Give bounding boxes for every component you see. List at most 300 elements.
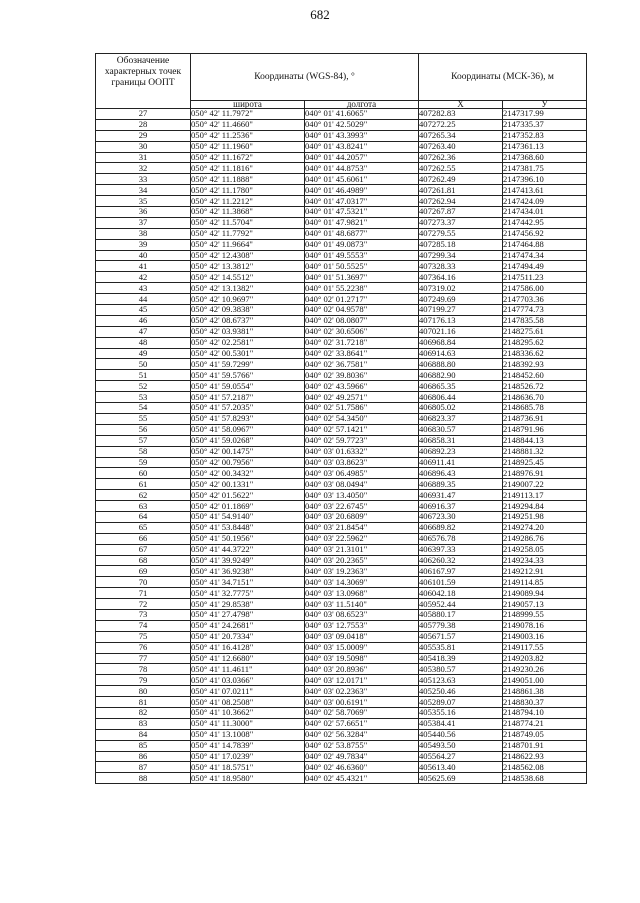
table-row bbox=[96, 152, 587, 163]
table-row bbox=[96, 217, 587, 228]
latitude-cell: 050° 42' 13.1382" bbox=[191, 283, 305, 294]
table-row bbox=[96, 207, 587, 218]
x-cell: 405355.16 bbox=[419, 707, 503, 718]
point-number: 61 bbox=[96, 479, 191, 490]
point-number: 72 bbox=[96, 599, 191, 610]
longitude-cell: 040° 01' 47.5321" bbox=[305, 207, 419, 218]
latitude-cell: 050° 41' 50.1956" bbox=[191, 533, 305, 544]
y-cell: 2148881.32 bbox=[503, 446, 587, 457]
x-cell: 405952.44 bbox=[419, 599, 503, 610]
y-cell: 2149078.16 bbox=[503, 620, 587, 631]
latitude-cell: 050° 42' 00.5301" bbox=[191, 348, 305, 359]
latitude-cell: 050° 42' 01.1869" bbox=[191, 501, 305, 512]
y-cell: 2148685.78 bbox=[503, 403, 587, 414]
y-cell: 2148526.72 bbox=[503, 381, 587, 392]
x-cell: 406968.84 bbox=[419, 337, 503, 348]
y-cell: 2147474.34 bbox=[503, 250, 587, 261]
y-cell: 2148736.91 bbox=[503, 413, 587, 424]
x-cell: 405418.39 bbox=[419, 653, 503, 664]
x-cell: 406397.33 bbox=[419, 544, 503, 555]
x-cell: 406914.63 bbox=[419, 348, 503, 359]
header-latitude: широта bbox=[191, 101, 305, 109]
y-cell: 2147442.95 bbox=[503, 217, 587, 228]
point-number: 54 bbox=[96, 403, 191, 414]
point-number: 62 bbox=[96, 490, 191, 501]
y-cell: 2149294.84 bbox=[503, 501, 587, 512]
longitude-cell: 040° 02' 57.1421" bbox=[305, 424, 419, 435]
point-number: 51 bbox=[96, 370, 191, 381]
table-row bbox=[96, 424, 587, 435]
y-cell: 2148749.05 bbox=[503, 729, 587, 740]
point-number: 71 bbox=[96, 588, 191, 599]
y-cell: 2148295.62 bbox=[503, 337, 587, 348]
latitude-cell: 050° 41' 18.5751" bbox=[191, 762, 305, 773]
longitude-cell: 040° 01' 48.6877" bbox=[305, 228, 419, 239]
header-longitude: долгота bbox=[305, 101, 419, 109]
x-cell: 407261.81 bbox=[419, 185, 503, 196]
longitude-cell: 040° 01' 43.3993" bbox=[305, 130, 419, 141]
longitude-cell: 040° 02' 39.8036" bbox=[305, 370, 419, 381]
latitude-cell: 050° 42' 00.7956" bbox=[191, 457, 305, 468]
longitude-cell: 040° 01' 42.5029" bbox=[305, 119, 419, 130]
x-cell: 406167.97 bbox=[419, 566, 503, 577]
x-cell: 407249.69 bbox=[419, 294, 503, 305]
longitude-cell: 040° 02' 53.8755" bbox=[305, 740, 419, 751]
longitude-cell: 040° 01' 49.0873" bbox=[305, 239, 419, 250]
latitude-cell: 050° 42' 11.3868" bbox=[191, 207, 305, 218]
longitude-cell: 040° 02' 36.7581" bbox=[305, 359, 419, 370]
y-cell: 2148275.61 bbox=[503, 326, 587, 337]
longitude-cell: 040° 03' 14.3069" bbox=[305, 577, 419, 588]
y-cell: 2148392.93 bbox=[503, 359, 587, 370]
latitude-cell: 050° 41' 57.2035" bbox=[191, 403, 305, 414]
x-cell: 405535.81 bbox=[419, 642, 503, 653]
longitude-cell: 040° 03' 22.6745" bbox=[305, 501, 419, 512]
longitude-cell: 040° 03' 12.0171" bbox=[305, 675, 419, 686]
latitude-cell: 050° 42' 00.1475" bbox=[191, 446, 305, 457]
point-number: 67 bbox=[96, 544, 191, 555]
latitude-cell: 050° 42' 12.4308" bbox=[191, 250, 305, 261]
y-cell: 2147835.58 bbox=[503, 315, 587, 326]
table-row bbox=[96, 326, 587, 337]
x-cell: 407285.18 bbox=[419, 239, 503, 250]
y-cell: 2149007.22 bbox=[503, 479, 587, 490]
longitude-cell: 040° 03' 08.0494" bbox=[305, 479, 419, 490]
point-number: 85 bbox=[96, 740, 191, 751]
latitude-cell: 050° 42' 00.1331" bbox=[191, 479, 305, 490]
longitude-cell: 040° 03' 15.0009" bbox=[305, 642, 419, 653]
latitude-cell: 050° 41' 57.2187" bbox=[191, 392, 305, 403]
y-cell: 2147774.73 bbox=[503, 305, 587, 316]
page-number: 682 bbox=[310, 7, 330, 22]
latitude-cell: 050° 41' 17.0239" bbox=[191, 751, 305, 762]
x-cell: 406882.90 bbox=[419, 370, 503, 381]
y-cell: 2149212.91 bbox=[503, 566, 587, 577]
x-cell: 406892.23 bbox=[419, 446, 503, 457]
y-cell: 2148830.37 bbox=[503, 697, 587, 708]
x-cell: 406823.37 bbox=[419, 413, 503, 424]
point-number: 34 bbox=[96, 185, 191, 196]
point-number: 35 bbox=[96, 196, 191, 207]
longitude-cell: 040° 03' 19.2363" bbox=[305, 566, 419, 577]
point-number: 46 bbox=[96, 315, 191, 326]
latitude-cell: 050° 42' 11.1672" bbox=[191, 152, 305, 163]
y-cell: 2148701.91 bbox=[503, 740, 587, 751]
point-number: 84 bbox=[96, 729, 191, 740]
latitude-cell: 050° 42' 11.7972" bbox=[191, 109, 305, 120]
x-cell: 405384.41 bbox=[419, 718, 503, 729]
latitude-cell: 050° 41' 20.7334" bbox=[191, 631, 305, 642]
x-cell: 407282.83 bbox=[419, 109, 503, 120]
longitude-cell: 040° 01' 50.5525" bbox=[305, 261, 419, 272]
y-cell: 2147335.37 bbox=[503, 119, 587, 130]
latitude-cell: 050° 41' 03.0366" bbox=[191, 675, 305, 686]
latitude-cell: 050° 42' 11.2212" bbox=[191, 196, 305, 207]
latitude-cell: 050° 42' 09.3838" bbox=[191, 305, 305, 316]
header-x: X bbox=[419, 101, 503, 109]
point-number: 42 bbox=[96, 272, 191, 283]
x-cell: 406042.18 bbox=[419, 588, 503, 599]
table-row bbox=[96, 718, 587, 729]
latitude-cell: 050° 41' 57.8293" bbox=[191, 413, 305, 424]
table-row bbox=[96, 533, 587, 544]
latitude-cell: 050° 41' 08.2508" bbox=[191, 697, 305, 708]
latitude-cell: 050° 41' 12.6680" bbox=[191, 653, 305, 664]
latitude-cell: 050° 42' 14.5512" bbox=[191, 272, 305, 283]
point-number: 40 bbox=[96, 250, 191, 261]
latitude-cell: 050° 41' 27.4798" bbox=[191, 609, 305, 620]
table-row bbox=[96, 457, 587, 468]
latitude-cell: 050° 41' 18.9580" bbox=[191, 773, 305, 784]
point-number: 77 bbox=[96, 653, 191, 664]
latitude-cell: 050° 42' 02.2581" bbox=[191, 337, 305, 348]
point-number: 44 bbox=[96, 294, 191, 305]
point-number: 38 bbox=[96, 228, 191, 239]
table-row bbox=[96, 675, 587, 686]
longitude-cell: 040° 03' 20.8936" bbox=[305, 664, 419, 675]
table-row bbox=[96, 501, 587, 512]
latitude-cell: 050° 41' 54.9140" bbox=[191, 511, 305, 522]
longitude-cell: 040° 03' 13.4050" bbox=[305, 490, 419, 501]
table-row bbox=[96, 577, 587, 588]
latitude-cell: 050° 41' 29.8538" bbox=[191, 599, 305, 610]
y-cell: 2149114.85 bbox=[503, 577, 587, 588]
latitude-cell: 050° 41' 34.7151" bbox=[191, 577, 305, 588]
x-cell: 406101.59 bbox=[419, 577, 503, 588]
header-point-label: Обозначение характерных точек границы ООПТ bbox=[96, 54, 191, 109]
longitude-cell: 040° 02' 43.5966" bbox=[305, 381, 419, 392]
point-number: 74 bbox=[96, 620, 191, 631]
point-number: 66 bbox=[96, 533, 191, 544]
table-row bbox=[96, 468, 587, 479]
longitude-cell: 040° 01' 55.2238" bbox=[305, 283, 419, 294]
table-row bbox=[96, 435, 587, 446]
table-row bbox=[96, 174, 587, 185]
table-row bbox=[96, 370, 587, 381]
point-number: 86 bbox=[96, 751, 191, 762]
point-number: 59 bbox=[96, 457, 191, 468]
latitude-cell: 050° 41' 39.9249" bbox=[191, 555, 305, 566]
table-row bbox=[96, 196, 587, 207]
table-row bbox=[96, 163, 587, 174]
x-cell: 405880.17 bbox=[419, 609, 503, 620]
latitude-cell: 050° 41' 59.5766" bbox=[191, 370, 305, 381]
y-cell: 2147317.99 bbox=[503, 109, 587, 120]
longitude-cell: 040° 01' 46.4989" bbox=[305, 185, 419, 196]
header-y: У bbox=[503, 101, 587, 109]
y-cell: 2147396.10 bbox=[503, 174, 587, 185]
y-cell: 2148622.93 bbox=[503, 751, 587, 762]
point-number: 37 bbox=[96, 217, 191, 228]
x-cell: 405625.69 bbox=[419, 773, 503, 784]
y-cell: 2147424.09 bbox=[503, 196, 587, 207]
longitude-cell: 040° 02' 31.7218" bbox=[305, 337, 419, 348]
x-cell: 407263.40 bbox=[419, 141, 503, 152]
longitude-cell: 040° 03' 20.2365" bbox=[305, 555, 419, 566]
table-row bbox=[96, 348, 587, 359]
point-number: 31 bbox=[96, 152, 191, 163]
table-row bbox=[96, 707, 587, 718]
table-row bbox=[96, 446, 587, 457]
table-row bbox=[96, 228, 587, 239]
longitude-cell: 040° 01' 43.8241" bbox=[305, 141, 419, 152]
table-row bbox=[96, 620, 587, 631]
latitude-cell: 050° 41' 14.7839" bbox=[191, 740, 305, 751]
longitude-cell: 040° 02' 01.2717" bbox=[305, 294, 419, 305]
table-row bbox=[96, 511, 587, 522]
y-cell: 2148791.96 bbox=[503, 424, 587, 435]
point-number: 36 bbox=[96, 207, 191, 218]
latitude-cell: 050° 42' 03.9381" bbox=[191, 326, 305, 337]
y-cell: 2149057.13 bbox=[503, 599, 587, 610]
coordinates-rows bbox=[96, 109, 587, 784]
latitude-cell: 050° 42' 11.9664" bbox=[191, 239, 305, 250]
table-row bbox=[96, 566, 587, 577]
longitude-cell: 040° 01' 47.0317" bbox=[305, 196, 419, 207]
x-cell: 406911.41 bbox=[419, 457, 503, 468]
table-row bbox=[96, 119, 587, 130]
x-cell: 405613.40 bbox=[419, 762, 503, 773]
longitude-cell: 040° 01' 45.6061" bbox=[305, 174, 419, 185]
table-row bbox=[96, 413, 587, 424]
point-number: 49 bbox=[96, 348, 191, 359]
point-number: 63 bbox=[96, 501, 191, 512]
table-row bbox=[96, 185, 587, 196]
point-number: 87 bbox=[96, 762, 191, 773]
latitude-cell: 050° 41' 59.0268" bbox=[191, 435, 305, 446]
y-cell: 2147703.36 bbox=[503, 294, 587, 305]
x-cell: 406805.02 bbox=[419, 403, 503, 414]
latitude-cell: 050° 41' 10.3662" bbox=[191, 707, 305, 718]
x-cell: 405440.56 bbox=[419, 729, 503, 740]
table-row bbox=[96, 141, 587, 152]
x-cell: 406806.44 bbox=[419, 392, 503, 403]
longitude-cell: 040° 02' 49.7834" bbox=[305, 751, 419, 762]
y-cell: 2147494.49 bbox=[503, 261, 587, 272]
x-cell: 407267.87 bbox=[419, 207, 503, 218]
longitude-cell: 040° 03' 08.6523" bbox=[305, 609, 419, 620]
table-row bbox=[96, 664, 587, 675]
longitude-cell: 040° 02' 57.6651" bbox=[305, 718, 419, 729]
y-cell: 2149051.00 bbox=[503, 675, 587, 686]
latitude-cell: 050° 41' 59.0554" bbox=[191, 381, 305, 392]
x-cell: 407021.16 bbox=[419, 326, 503, 337]
y-cell: 2147456.92 bbox=[503, 228, 587, 239]
longitude-cell: 040° 03' 03.8623" bbox=[305, 457, 419, 468]
latitude-cell: 050° 42' 11.7792" bbox=[191, 228, 305, 239]
table-row bbox=[96, 272, 587, 283]
point-number: 81 bbox=[96, 697, 191, 708]
point-number: 73 bbox=[96, 609, 191, 620]
longitude-cell: 040° 03' 01.6332" bbox=[305, 446, 419, 457]
point-number: 45 bbox=[96, 305, 191, 316]
x-cell: 405779.38 bbox=[419, 620, 503, 631]
y-cell: 2148999.55 bbox=[503, 609, 587, 620]
x-cell: 406260.32 bbox=[419, 555, 503, 566]
table-row bbox=[96, 359, 587, 370]
latitude-cell: 050° 41' 07.0211" bbox=[191, 686, 305, 697]
x-cell: 407176.13 bbox=[419, 315, 503, 326]
point-number: 52 bbox=[96, 381, 191, 392]
y-cell: 2148861.38 bbox=[503, 686, 587, 697]
y-cell: 2147368.60 bbox=[503, 152, 587, 163]
x-cell: 406689.82 bbox=[419, 522, 503, 533]
x-cell: 406830.57 bbox=[419, 424, 503, 435]
table-row bbox=[96, 773, 587, 784]
longitude-cell: 040° 02' 04.9578" bbox=[305, 305, 419, 316]
x-cell: 405250.46 bbox=[419, 686, 503, 697]
x-cell: 407262.49 bbox=[419, 174, 503, 185]
point-number: 68 bbox=[96, 555, 191, 566]
latitude-cell: 050° 42' 01.5622" bbox=[191, 490, 305, 501]
point-number: 43 bbox=[96, 283, 191, 294]
latitude-cell: 050° 42' 11.4660" bbox=[191, 119, 305, 130]
point-number: 65 bbox=[96, 522, 191, 533]
table-row bbox=[96, 283, 587, 294]
x-cell: 407364.16 bbox=[419, 272, 503, 283]
latitude-cell: 050° 41' 11.3000" bbox=[191, 718, 305, 729]
point-number: 48 bbox=[96, 337, 191, 348]
table-row bbox=[96, 294, 587, 305]
table-row bbox=[96, 697, 587, 708]
point-number: 53 bbox=[96, 392, 191, 403]
longitude-cell: 040° 03' 02.2363" bbox=[305, 686, 419, 697]
y-cell: 2149230.26 bbox=[503, 664, 587, 675]
x-cell: 405493.50 bbox=[419, 740, 503, 751]
longitude-cell: 040° 01' 41.6065" bbox=[305, 109, 419, 120]
point-number: 57 bbox=[96, 435, 191, 446]
point-number: 75 bbox=[96, 631, 191, 642]
latitude-cell: 050° 42' 10.9697" bbox=[191, 294, 305, 305]
x-cell: 407262.94 bbox=[419, 196, 503, 207]
latitude-cell: 050° 42' 11.1960" bbox=[191, 141, 305, 152]
point-number: 79 bbox=[96, 675, 191, 686]
latitude-cell: 050° 41' 36.9238" bbox=[191, 566, 305, 577]
point-number: 78 bbox=[96, 664, 191, 675]
point-number: 30 bbox=[96, 141, 191, 152]
longitude-cell: 040° 03' 12.7553" bbox=[305, 620, 419, 631]
x-cell: 407273.37 bbox=[419, 217, 503, 228]
point-number: 82 bbox=[96, 707, 191, 718]
x-cell: 406916.37 bbox=[419, 501, 503, 512]
table-row bbox=[96, 544, 587, 555]
table-row bbox=[96, 762, 587, 773]
table-row bbox=[96, 337, 587, 348]
y-cell: 2149251.98 bbox=[503, 511, 587, 522]
table-row bbox=[96, 599, 587, 610]
x-cell: 407319.02 bbox=[419, 283, 503, 294]
table-row bbox=[96, 642, 587, 653]
y-cell: 2148925.45 bbox=[503, 457, 587, 468]
x-cell: 405380.57 bbox=[419, 664, 503, 675]
y-cell: 2148452.60 bbox=[503, 370, 587, 381]
point-number: 27 bbox=[96, 109, 191, 120]
point-number: 58 bbox=[96, 446, 191, 457]
longitude-cell: 040° 01' 49.5553" bbox=[305, 250, 419, 261]
y-cell: 2148774.21 bbox=[503, 718, 587, 729]
y-cell: 2149258.05 bbox=[503, 544, 587, 555]
coordinates-table bbox=[95, 53, 587, 784]
point-number: 69 bbox=[96, 566, 191, 577]
point-number: 28 bbox=[96, 119, 191, 130]
point-number: 33 bbox=[96, 174, 191, 185]
longitude-cell: 040° 02' 54.3450" bbox=[305, 413, 419, 424]
y-cell: 2147413.61 bbox=[503, 185, 587, 196]
y-cell: 2147511.23 bbox=[503, 272, 587, 283]
point-number: 29 bbox=[96, 130, 191, 141]
x-cell: 406576.78 bbox=[419, 533, 503, 544]
y-cell: 2149089.94 bbox=[503, 588, 587, 599]
header-msk36: Координаты (МСК-36), м bbox=[419, 54, 587, 101]
x-cell: 407328.33 bbox=[419, 261, 503, 272]
longitude-cell: 040° 01' 47.9821" bbox=[305, 217, 419, 228]
point-number: 83 bbox=[96, 718, 191, 729]
table-row bbox=[96, 631, 587, 642]
table-row bbox=[96, 392, 587, 403]
x-cell: 407299.34 bbox=[419, 250, 503, 261]
x-cell: 407279.55 bbox=[419, 228, 503, 239]
point-number: 47 bbox=[96, 326, 191, 337]
longitude-cell: 040° 03' 21.8454" bbox=[305, 522, 419, 533]
longitude-cell: 040° 03' 06.4985" bbox=[305, 468, 419, 479]
table-row bbox=[96, 239, 587, 250]
table-row bbox=[96, 130, 587, 141]
longitude-cell: 040° 03' 11.5140" bbox=[305, 599, 419, 610]
y-cell: 2149117.55 bbox=[503, 642, 587, 653]
table-row bbox=[96, 653, 587, 664]
y-cell: 2148562.08 bbox=[503, 762, 587, 773]
table-row bbox=[96, 109, 587, 120]
x-cell: 407262.55 bbox=[419, 163, 503, 174]
longitude-cell: 040° 03' 00.6191" bbox=[305, 697, 419, 708]
point-number: 64 bbox=[96, 511, 191, 522]
point-number: 70 bbox=[96, 577, 191, 588]
table-row bbox=[96, 250, 587, 261]
point-number: 88 bbox=[96, 773, 191, 784]
x-cell: 405123.63 bbox=[419, 675, 503, 686]
x-cell: 406931.47 bbox=[419, 490, 503, 501]
point-number: 41 bbox=[96, 261, 191, 272]
x-cell: 407199.27 bbox=[419, 305, 503, 316]
latitude-cell: 050° 42' 08.6737" bbox=[191, 315, 305, 326]
latitude-cell: 050° 42' 11.2536" bbox=[191, 130, 305, 141]
longitude-cell: 040° 03' 20.6809" bbox=[305, 511, 419, 522]
latitude-cell: 050° 41' 16.4128" bbox=[191, 642, 305, 653]
longitude-cell: 040° 02' 56.3284" bbox=[305, 729, 419, 740]
y-cell: 2147361.13 bbox=[503, 141, 587, 152]
table-row bbox=[96, 729, 587, 740]
point-number: 55 bbox=[96, 413, 191, 424]
